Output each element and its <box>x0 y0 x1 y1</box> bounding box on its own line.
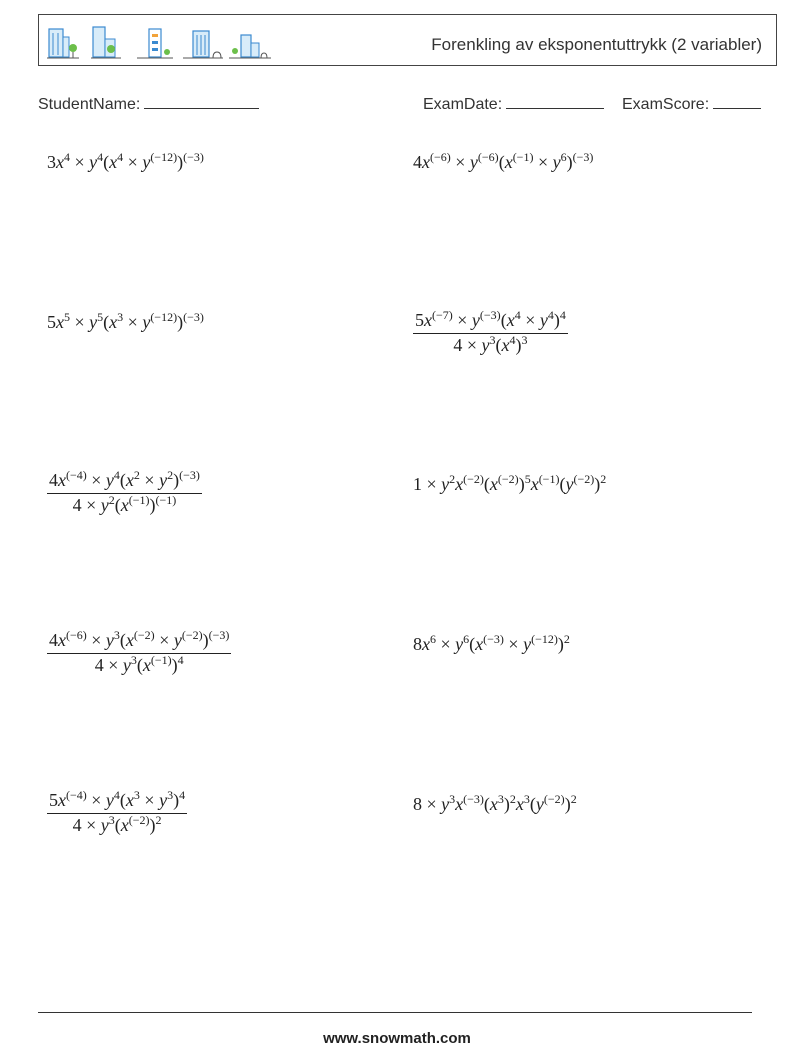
problem-4 <box>413 310 568 356</box>
exam-score-field[interactable] <box>622 94 761 114</box>
exam-date-blank[interactable] <box>506 94 604 109</box>
exam-score-blank[interactable] <box>713 94 761 109</box>
problem-2: $4x^{(-6)} \times y^{(-6)}(x^{(-1)} \times y^6)^{(-3)}$ <box>413 150 594 172</box>
exam-score-label: ExamScore: <box>622 96 710 113</box>
problem-7 <box>47 630 231 676</box>
footer-url: www.snowmath.com <box>323 1030 471 1047</box>
problem-8: $8x^6 \times y^6(x^{(-3)} \times y^{(-12)})^2$ <box>413 632 570 654</box>
footer-divider <box>38 1012 752 1013</box>
student-name-label: StudentName: <box>38 96 141 113</box>
problem-6: $1 \times y^2x^{(-2)}(x^{(-2)})^5x^{(-1)}(y^{(-2)})^2$ <box>413 472 607 494</box>
problem-10: $8 \times y^3x^{(-3)}(x^3)^2x^3(y^{(-2)})^2$ <box>413 792 577 814</box>
exam-date-label: ExamDate: <box>423 96 503 113</box>
worksheet-title: Forenkling av eksponentuttrykk (2 variabler) <box>431 35 762 54</box>
fraction: $\frac{4x^{(-4)} \times y^4(x^2 \times y^2)^{(-3)}}{4 \times y^2(x^{(-1)})^{(-1)}}$ <box>49 468 200 515</box>
problem-5 <box>47 470 202 516</box>
student-name-blank[interactable] <box>144 94 259 109</box>
exam-date-field[interactable] <box>423 94 604 114</box>
student-name-field[interactable] <box>38 94 259 114</box>
worksheet-header <box>38 14 777 66</box>
fraction: $\frac{5x^{(-4)} \times y^4(x^3 \times y^3)^4}{4 \times y^3(x^{(-2)})^2}$ <box>49 788 186 835</box>
problem-9 <box>47 790 187 836</box>
fraction: $\frac{4x^{(-6)} \times y^3(x^{(-2)} \times y^{(-2)})^{(-3)}}{4 \times y^3(x^{(-1)})^4}$ <box>49 628 230 675</box>
problem-1: $3x^4 \times y^4(x^4 \times y^{(-12)})^{(-3)}$ <box>47 150 204 172</box>
city-buildings-logo-icon <box>45 21 275 61</box>
fraction: $\frac{5x^{(-7)} \times y^{(-3)}(x^4 \times y^4)^4}{4 \times y^3(x^4)^3}$ <box>415 308 566 355</box>
problem-3: $5x^5 \times y^5(x^3 \times y^{(-12)})^{(-3)}$ <box>47 310 204 332</box>
